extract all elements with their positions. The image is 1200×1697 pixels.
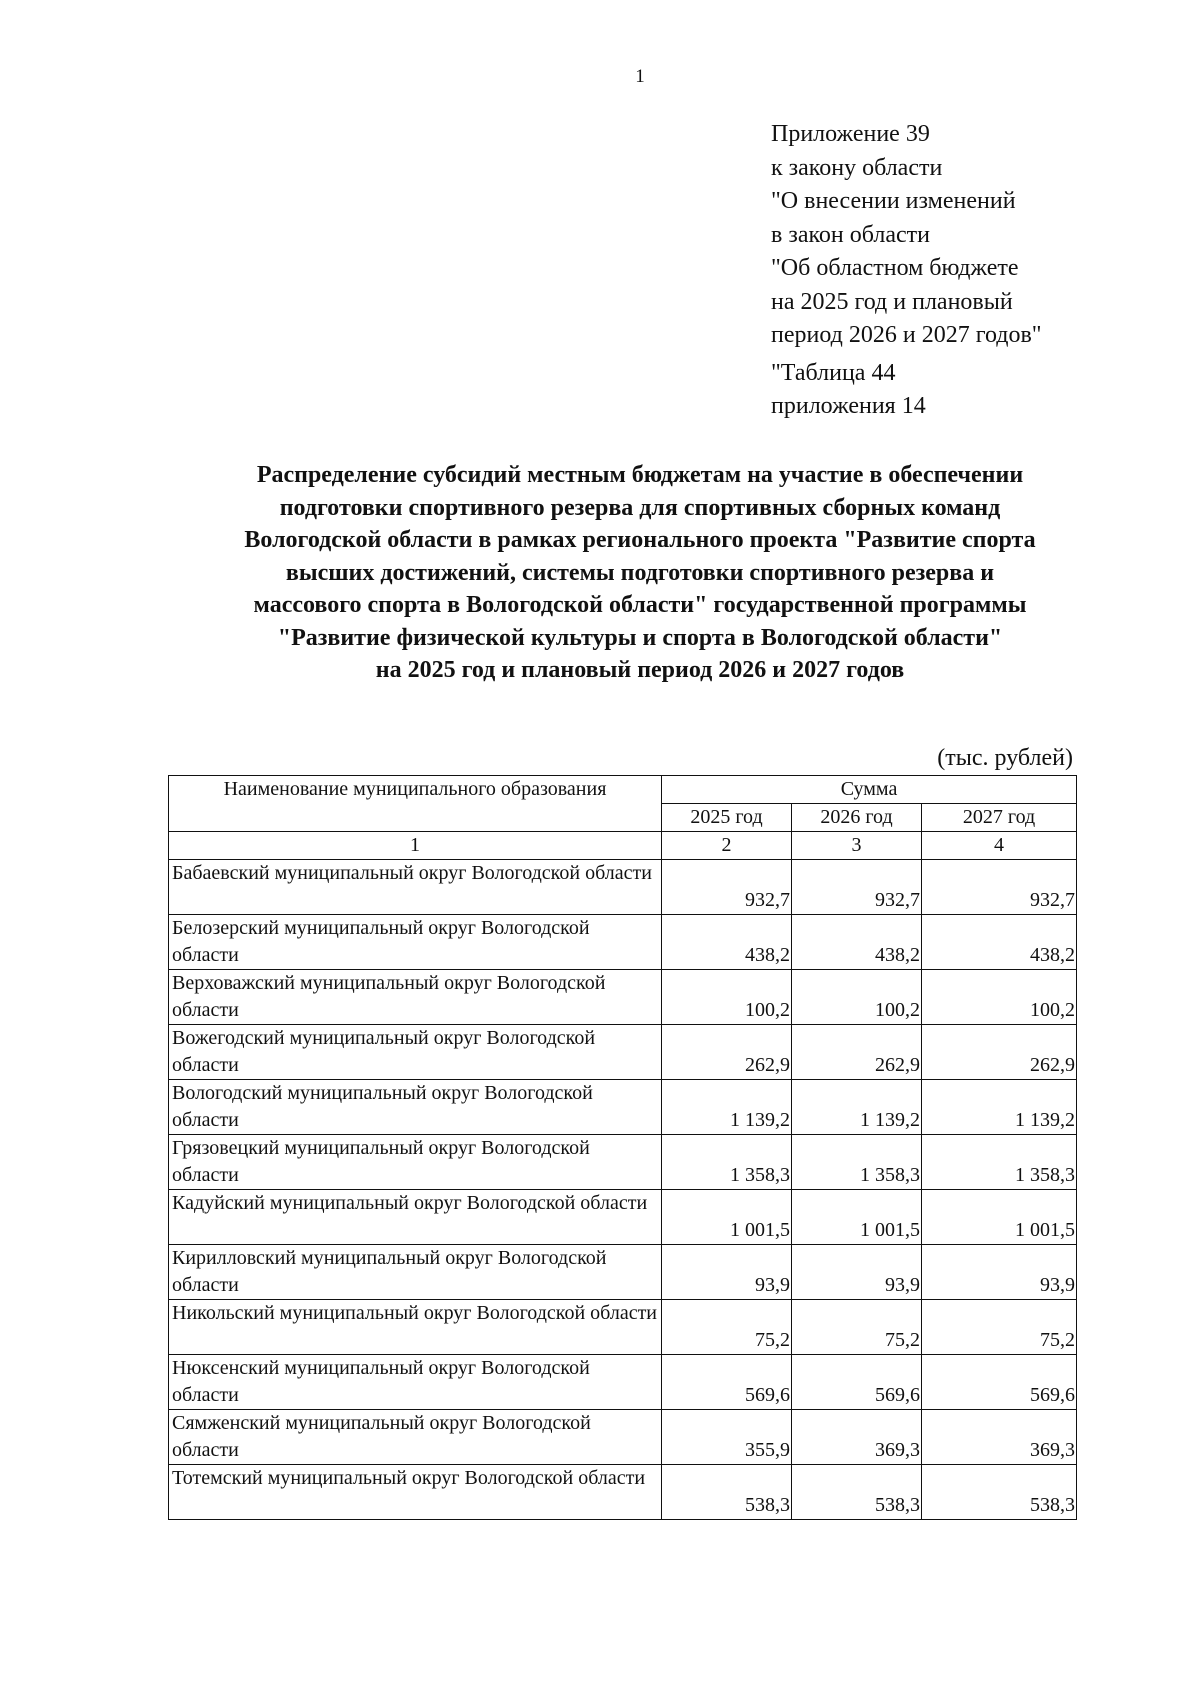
header-year-2027: 2027 год	[922, 804, 1077, 832]
amount-2026: 569,6	[792, 1355, 922, 1410]
amount-2025: 93,9	[662, 1245, 792, 1300]
table-row	[169, 1190, 1077, 1245]
amount-2027: 369,3	[922, 1410, 1077, 1465]
appendix-line: "О внесении изменений	[771, 188, 1016, 214]
table-row	[169, 1025, 1077, 1080]
table-reference: приложения 14	[771, 393, 926, 419]
header-sum: Сумма	[662, 776, 1077, 804]
amount-2025: 569,6	[662, 1355, 792, 1410]
title-line: массового спорта в Вологодской области" государственной программы	[253, 592, 1027, 618]
amount-2027: 569,6	[922, 1355, 1077, 1410]
title-line: Распределение субсидий местным бюджетам на участие в обеспечении	[256, 462, 1024, 488]
amount-2026: 93,9	[792, 1245, 922, 1300]
column-number: 1	[169, 832, 662, 860]
table-row	[169, 1465, 1077, 1520]
table-row	[169, 1355, 1077, 1410]
municipality-name: Грязовецкий муниципальный округ Вологодской области	[169, 1135, 662, 1190]
amount-2027: 93,9	[922, 1245, 1077, 1300]
amount-2025: 538,3	[662, 1465, 792, 1520]
amount-2026: 1 139,2	[792, 1080, 922, 1135]
amount-2025: 438,2	[662, 915, 792, 970]
amount-2025: 932,7	[662, 860, 792, 915]
municipality-name: Нюксенский муниципальный округ Вологодской области	[169, 1355, 662, 1410]
table-row	[169, 915, 1077, 970]
amount-2025: 1 139,2	[662, 1080, 792, 1135]
amount-2025: 1 001,5	[662, 1190, 792, 1245]
amount-2027: 538,3	[922, 1465, 1077, 1520]
amount-2026: 932,7	[792, 860, 922, 915]
column-number: 3	[792, 832, 922, 860]
header-municipality: Наименование муниципального образования	[169, 776, 662, 832]
municipality-name: Вожегодский муниципальный округ Вологодской области	[169, 1025, 662, 1080]
municipality-name: Тотемский муниципальный округ Вологодской области	[169, 1465, 662, 1520]
page-number: 1	[635, 66, 645, 87]
municipality-name: Никольский муниципальный округ Вологодской области	[169, 1300, 662, 1355]
amount-2027: 1 358,3	[922, 1135, 1077, 1190]
amount-2026: 538,3	[792, 1465, 922, 1520]
appendix-line: Приложение 39	[771, 121, 930, 147]
table-row	[169, 1080, 1077, 1135]
appendix-line: в закон области	[771, 221, 930, 248]
table-reference: "Таблица 44	[771, 359, 896, 386]
table-row	[169, 1410, 1077, 1465]
amount-2026: 438,2	[792, 915, 922, 970]
title-line: "Развитие физической культуры и спорта в Вологодской области"	[277, 624, 1003, 651]
header-year-2026: 2026 год	[792, 804, 922, 832]
municipality-name: Белозерский муниципальный округ Вологодской области	[169, 915, 662, 970]
column-number: 4	[922, 832, 1077, 860]
amount-2026: 1 358,3	[792, 1135, 922, 1190]
title-line: на 2025 год и плановый период 2026 и 2027 годов	[375, 657, 905, 683]
amount-2027: 438,2	[922, 915, 1077, 970]
table-row	[169, 970, 1077, 1025]
amount-2026: 100,2	[792, 970, 922, 1025]
header-year-2025: 2025 год	[662, 804, 792, 832]
title-line: Вологодской области в рамках регионального проекта "Развитие спорта	[244, 527, 1036, 553]
municipality-name: Бабаевский муниципальный округ Вологодской области	[169, 860, 662, 915]
municipality-name: Сямженский муниципальный округ Вологодской области	[169, 1410, 662, 1465]
amount-2025: 100,2	[662, 970, 792, 1025]
document-title	[120, 459, 1160, 687]
title-line: высших достижений, системы подготовки спортивного резерва и	[285, 559, 995, 586]
amount-2027: 262,9	[922, 1025, 1077, 1080]
appendix-line: на 2025 год и плановый	[771, 288, 1013, 315]
amount-2026: 75,2	[792, 1300, 922, 1355]
amount-2026: 369,3	[792, 1410, 922, 1465]
amount-2027: 932,7	[922, 860, 1077, 915]
amount-2025: 355,9	[662, 1410, 792, 1465]
appendix-note	[771, 118, 1042, 424]
amount-2025: 262,9	[662, 1025, 792, 1080]
units-label: (тыс. рублей)	[937, 745, 1073, 771]
amount-2027: 1 001,5	[922, 1190, 1077, 1245]
amount-2027: 100,2	[922, 970, 1077, 1025]
table-row	[169, 1245, 1077, 1300]
appendix-line: период 2026 и 2027 годов"	[771, 322, 1042, 348]
appendix-line: к закону области	[771, 154, 943, 181]
title-line: подготовки спортивного резерва для спортивных сборных команд	[279, 494, 1001, 521]
column-number: 2	[662, 832, 792, 860]
amount-2026: 1 001,5	[792, 1190, 922, 1245]
municipality-name: Кирилловский муниципальный округ Вологодской области	[169, 1245, 662, 1300]
municipality-name: Кадуйский муниципальный округ Вологодской области	[169, 1190, 662, 1245]
municipality-name: Вологодский муниципальный округ Вологодской области	[169, 1080, 662, 1135]
table-row	[169, 1300, 1077, 1355]
amount-2026: 262,9	[792, 1025, 922, 1080]
subsidy-table	[168, 775, 1077, 1520]
table-row	[169, 1135, 1077, 1190]
amount-2025: 1 358,3	[662, 1135, 792, 1190]
appendix-line: "Об областном бюджете	[771, 255, 1019, 281]
amount-2025: 75,2	[662, 1300, 792, 1355]
municipality-name: Верховажский муниципальный округ Вологодской области	[169, 970, 662, 1025]
amount-2027: 1 139,2	[922, 1080, 1077, 1135]
table-row	[169, 860, 1077, 915]
amount-2027: 75,2	[922, 1300, 1077, 1355]
